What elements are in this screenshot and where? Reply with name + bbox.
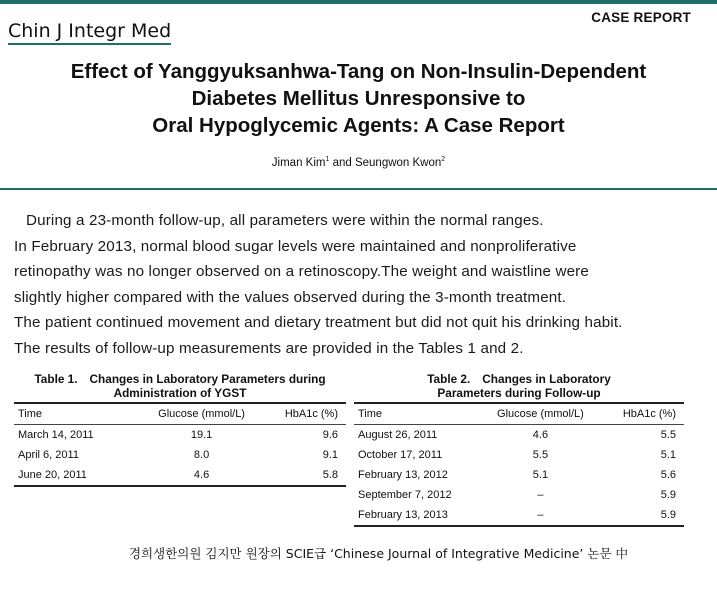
table-cell: 5.9 bbox=[660, 489, 676, 501]
table-cell: 5.1 bbox=[532, 469, 549, 481]
table-row bbox=[354, 465, 684, 485]
column-header: HbA1c (%) bbox=[622, 408, 676, 420]
column-header: Glucose (mmol/L) bbox=[497, 408, 584, 420]
author-affiliation: 1 bbox=[325, 156, 330, 163]
table-cell: 19.1 bbox=[190, 429, 213, 441]
table-cell: 9.1 bbox=[322, 449, 338, 461]
table-row bbox=[354, 425, 684, 446]
body-line: The results of follow-up measurements are provided in the Tables 1 and 2. bbox=[14, 339, 524, 357]
table-cell: September 7, 2012 bbox=[358, 489, 452, 501]
table-cell: 5.5 bbox=[660, 429, 676, 441]
article-title bbox=[0, 58, 717, 139]
author-line bbox=[0, 156, 717, 169]
table-caption bbox=[354, 372, 684, 402]
table-cell: 9.6 bbox=[322, 429, 338, 441]
table-caption-line: Parameters during Follow-up bbox=[437, 386, 601, 400]
table-row bbox=[354, 445, 684, 465]
table-row bbox=[14, 445, 346, 465]
data-table bbox=[354, 402, 684, 527]
image-caption: 경희생한의원 김지만 원장의 SCIE급 ‘Chinese Journal of Integrative Medicine’ 논문 中 bbox=[128, 546, 628, 561]
column-header: HbA1c (%) bbox=[284, 408, 338, 420]
section-divider bbox=[0, 188, 717, 190]
body-paragraph bbox=[14, 208, 694, 361]
body-line: slightly higher compared with the values observed during the 3-month treatment. bbox=[14, 288, 567, 306]
author-affiliation: 2 bbox=[441, 156, 446, 163]
table-cell: March 14, 2011 bbox=[18, 429, 94, 441]
table-cell: February 13, 2013 bbox=[358, 509, 448, 521]
body-line: During a 23-month follow-up, all parameters were within the normal ranges. bbox=[26, 212, 544, 229]
table-caption bbox=[14, 372, 346, 402]
title-line: Oral Hypoglycemic Agents: A Case Report bbox=[152, 114, 565, 137]
table-cell: February 13, 2012 bbox=[358, 469, 448, 481]
title-line: Diabetes Mellitus Unresponsive to bbox=[191, 87, 526, 110]
table-row bbox=[354, 505, 684, 526]
table-row bbox=[354, 485, 684, 505]
table-caption-line: Administration of YGST bbox=[113, 386, 247, 400]
table-header-row bbox=[14, 403, 346, 425]
author-name: Jiman Kim bbox=[271, 156, 326, 169]
table-cell: April 6, 2011 bbox=[18, 449, 79, 461]
title-line: Effect of Yanggyuksanhwa-Tang on Non-Insulin-Dependent bbox=[70, 60, 647, 83]
table-label: Table 2. bbox=[427, 372, 471, 386]
top-accent-rule bbox=[0, 0, 717, 4]
column-header: Glucose (mmol/L) bbox=[158, 408, 245, 420]
table-label: Table 1. bbox=[34, 372, 78, 386]
table-cell: 5.6 bbox=[660, 469, 676, 481]
table-1 bbox=[14, 372, 346, 487]
author-name: Seungwon Kwon bbox=[354, 156, 442, 169]
table-cell: August 26, 2011 bbox=[358, 429, 438, 441]
column-header: Time bbox=[18, 408, 43, 420]
data-table bbox=[14, 402, 346, 487]
table-caption-line: Changes in Laboratory Parameters during bbox=[89, 372, 326, 386]
table-cell: – bbox=[537, 509, 544, 521]
column-header: Time bbox=[358, 408, 383, 420]
body-line: In February 2013, normal blood sugar levels were maintained and nonproliferative bbox=[14, 237, 577, 255]
body-line: The patient continued movement and dietary treatment but did not quit his drinking habit. bbox=[14, 314, 623, 331]
table-cell: October 17, 2011 bbox=[358, 449, 443, 461]
table-cell: 4.6 bbox=[193, 469, 210, 481]
table-cell: – bbox=[537, 489, 544, 501]
table-row bbox=[14, 425, 346, 446]
author-separator: and bbox=[329, 156, 355, 169]
table-cell: June 20, 2011 bbox=[18, 469, 87, 481]
table-cell: 5.8 bbox=[322, 469, 338, 481]
journal-name: Chin J Integr Med bbox=[8, 20, 171, 45]
table-cell: 8.0 bbox=[193, 449, 210, 461]
section-label: CASE REPORT bbox=[591, 10, 691, 25]
table-cell: 5.1 bbox=[660, 449, 676, 461]
table-2 bbox=[354, 372, 684, 527]
table-header-row bbox=[354, 403, 684, 425]
table-caption-line: Changes in Laboratory bbox=[482, 372, 611, 386]
table-cell: 5.5 bbox=[532, 449, 549, 461]
table-cell: 5.9 bbox=[660, 509, 676, 521]
body-line: retinopathy was no longer observed on a retinoscopy.The weight and waistline were bbox=[14, 263, 589, 280]
table-row bbox=[14, 465, 346, 486]
table-cell: 4.6 bbox=[532, 429, 549, 441]
